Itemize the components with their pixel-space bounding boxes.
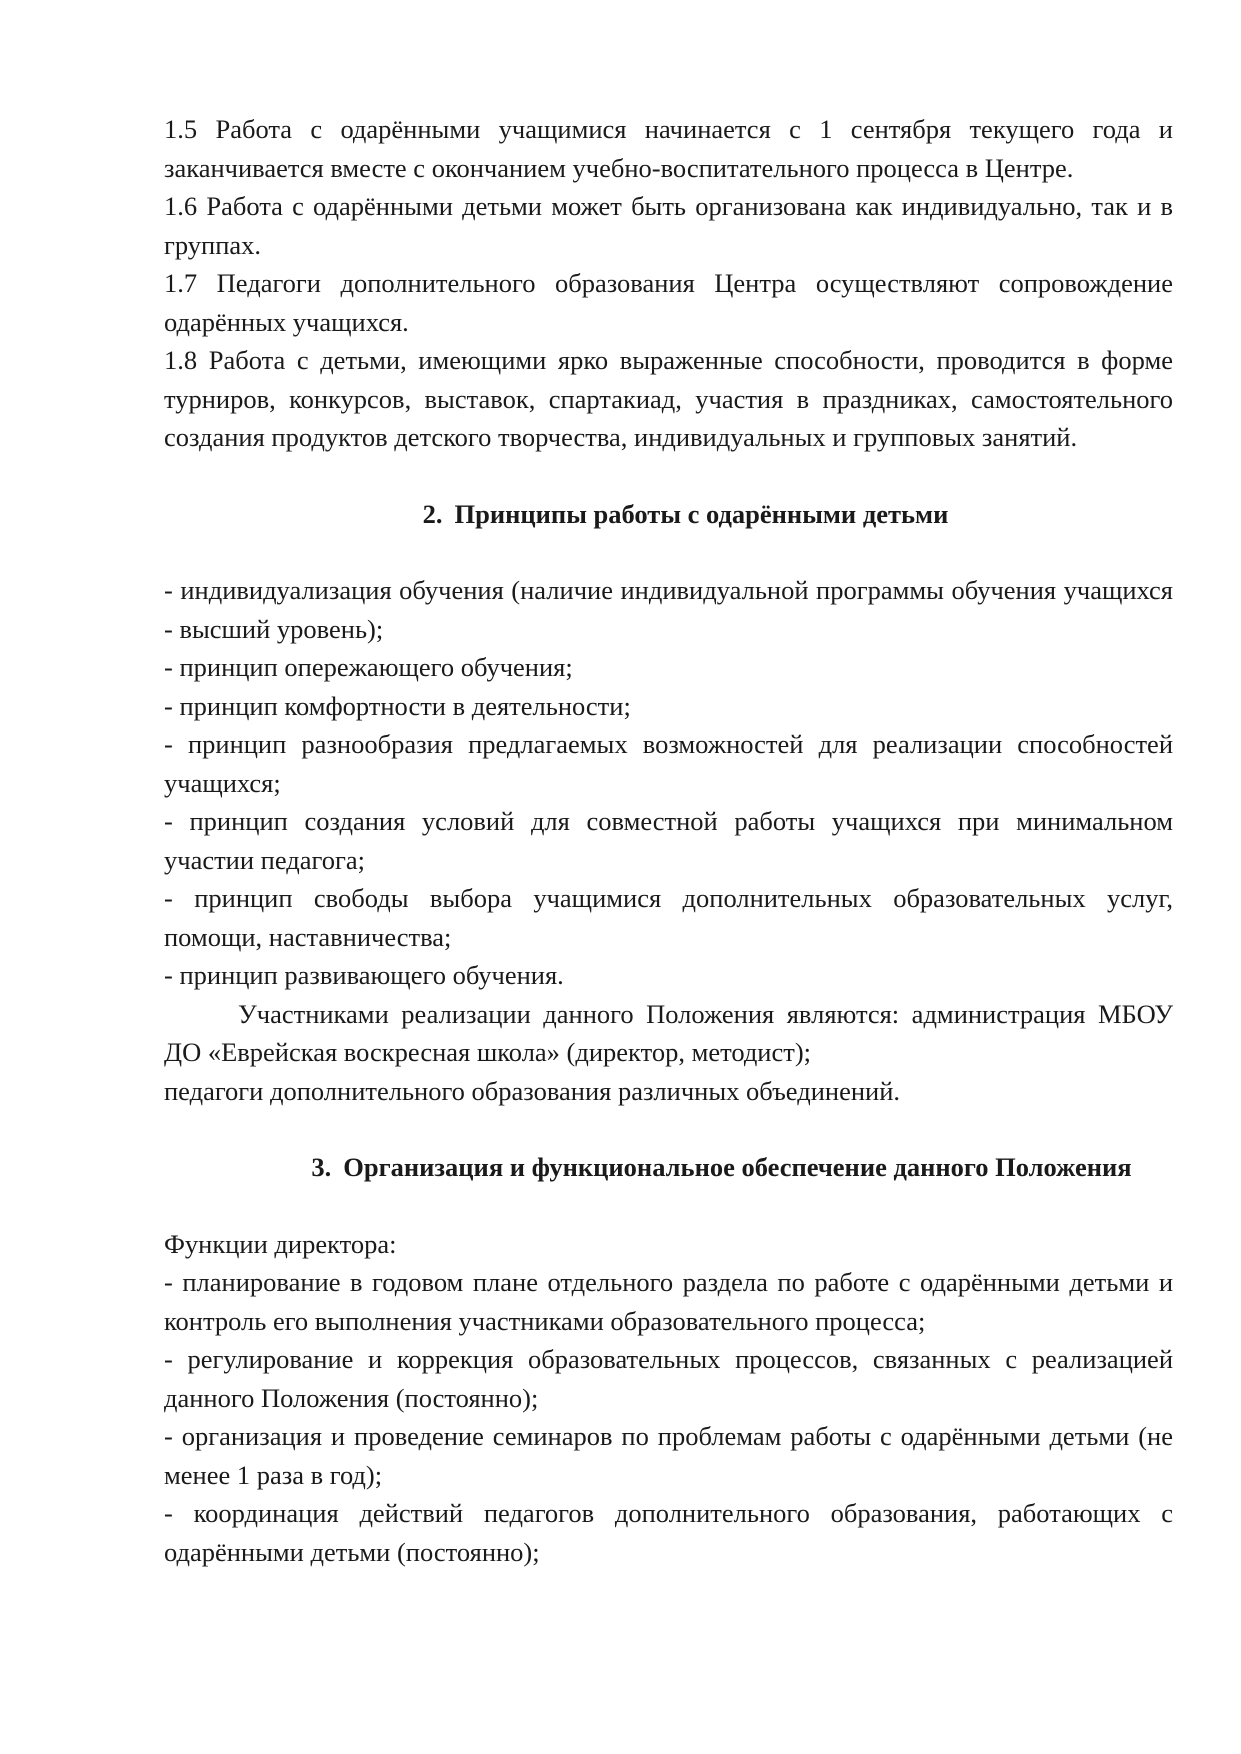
participants-continuation: педагоги дополнительного образования различных объединений. xyxy=(164,1075,900,1106)
list-item: - принцип опережающего обучения; xyxy=(164,652,573,682)
participants-paragraph: Участниками реализации данного Положения являются: администрация МБОУ ДО «Еврейская воскресная школа» (директор, методист); xyxy=(164,998,1173,1067)
list-item: - принцип разнообразия предлагаемых возможностей для реализации способностей учащихся; xyxy=(164,729,1173,798)
list-item: - принцип свободы выбора учащимися дополнительных образовательных услуг, помощи, наставничества; xyxy=(164,883,1173,952)
paragraph-1-8: 1.8 Работа с детьми, имеющими ярко выраженные способности, проводится в форме турниров, конкурсов, выставок, спартакиад, участия в праздниках, самостоятельного создания продуктов детского творчества, индивидуальных и групповых занятий. xyxy=(164,345,1173,452)
list-item: - регулирование и коррекция образовательных процессов, связанных с реализацией данного Положения (постоянно); xyxy=(164,1344,1173,1413)
document-page xyxy=(164,110,1173,1571)
section-2-heading xyxy=(164,495,1173,534)
section-2-title: Принципы работы с одарёнными детьми xyxy=(454,498,949,529)
list-item: - индивидуализация обучения (наличие индивидуальной программы обучения учащихся - высший уровень); xyxy=(164,575,1173,644)
list-item: - планирование в годовом плане отдельного раздела по работе с одарёнными детьми и контроль его выполнения участниками образовательного процесса; xyxy=(164,1267,1173,1336)
list-item: - координация действий педагогов дополнительного образования, работающих с одарёнными детьми (постоянно); xyxy=(164,1498,1173,1567)
section-3-title: Организация и функциональное обеспечение данного Положения xyxy=(343,1152,1132,1182)
paragraph-1-6: 1.6 Работа с одарёнными детьми может быть организована как индивидуально, так и в группах. xyxy=(164,191,1173,260)
paragraph-1-7: 1.7 Педагоги дополнительного образования Центра осуществляют сопровождение одарённых учащихся. xyxy=(164,268,1173,337)
list-item: - принцип развивающего обучения. xyxy=(164,960,564,990)
director-functions-label: Функции директора: xyxy=(164,1228,397,1259)
section-2-number: 2. xyxy=(422,498,443,529)
list-item: - организация и проведение семинаров по проблемам работы с одарёнными детьми (не менее 1 раза в год); xyxy=(164,1421,1173,1490)
section-3-heading xyxy=(164,1148,1173,1187)
list-item: - принцип создания условий для совместной работы учащихся при минимальном участии педагога; xyxy=(164,806,1173,875)
section-3-number: 3. xyxy=(311,1152,332,1182)
list-item: - принцип комфортности в деятельности; xyxy=(164,690,631,721)
paragraph-1-5: 1.5 Работа с одарёнными учащимися начинается с 1 сентября текущего года и заканчивается вместе с окончанием учебно-воспитательного процесса в Центре. xyxy=(164,114,1173,183)
